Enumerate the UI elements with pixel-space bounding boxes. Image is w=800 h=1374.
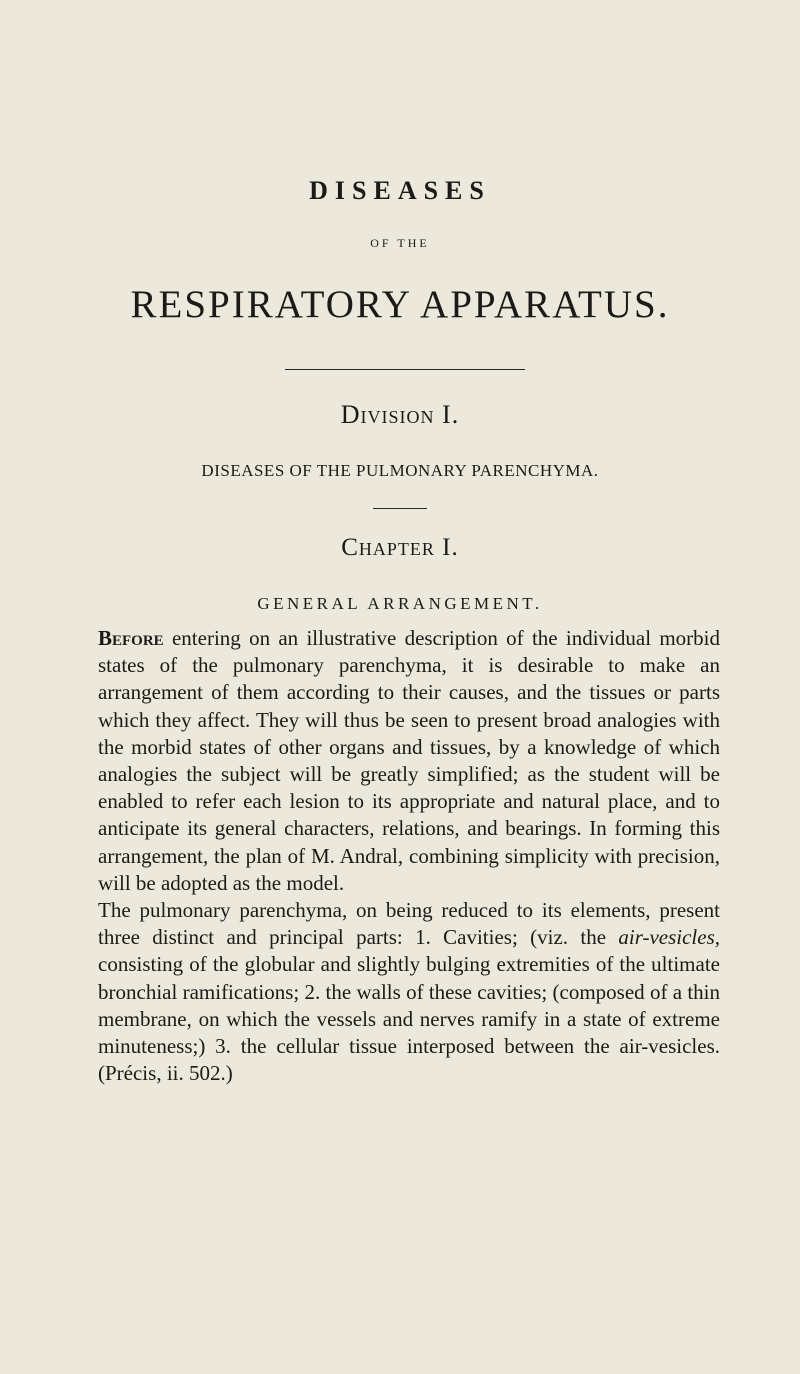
- title-respiratory-apparatus: RESPIRATORY APPARATUS.: [130, 283, 670, 326]
- title-diseases: DISEASES: [309, 176, 491, 205]
- division-subtitle: DISEASES OF THE PULMONARY PARENCHYMA.: [201, 461, 599, 480]
- title-of-the: OF THE: [370, 236, 430, 250]
- paragraph-2: [98, 897, 720, 1087]
- short-divider-rule: [373, 508, 427, 509]
- paragraph-1-lead: Before: [98, 626, 164, 650]
- paragraph-2-text-a: The pulmonary parenchyma, on being reduced to its elements, present three distinct and principal parts: 1. Cavities; (viz. the: [98, 898, 720, 950]
- paragraph-1: [98, 625, 720, 897]
- paragraph-1-text: entering on an illustrative description of the individual morbid states of the pulmonary parenchyma, it is desirable to make an arrangement of them according to their causes, and the tissues or parts which they affect. They will thus be seen to present broad analogies with the morbid states of other organs and tissues, by a knowledge of which analogies the subject will be greatly simplified; as the student will be enabled to refer each lesion to its appropriate and natural place, and to anticipate its general characters, relations, and bearings. In forming this arrangement, the plan of M. Andral, combining simplicity with precision, will be adopted as the model.: [98, 626, 720, 895]
- divider-rule: [285, 369, 525, 370]
- paragraph-2-text-b: consisting of the globular and slightly bulging extremities of the ultimate bronchial ramifications; 2. the walls of these cavities; (composed of a thin membrane, on which the vessels and nerves ramify in a state of extreme minuteness;) 3. the cellular tissue interposed between the air-vesicles. (Précis, ii. 502.): [98, 952, 720, 1086]
- paragraph-2-italic-term: air-vesicles,: [618, 925, 720, 950]
- chapter-heading: Chapter I.: [341, 534, 459, 561]
- chapter-subtitle: GENERAL ARRANGEMENT.: [257, 594, 543, 613]
- division-heading: Division I.: [340, 400, 460, 429]
